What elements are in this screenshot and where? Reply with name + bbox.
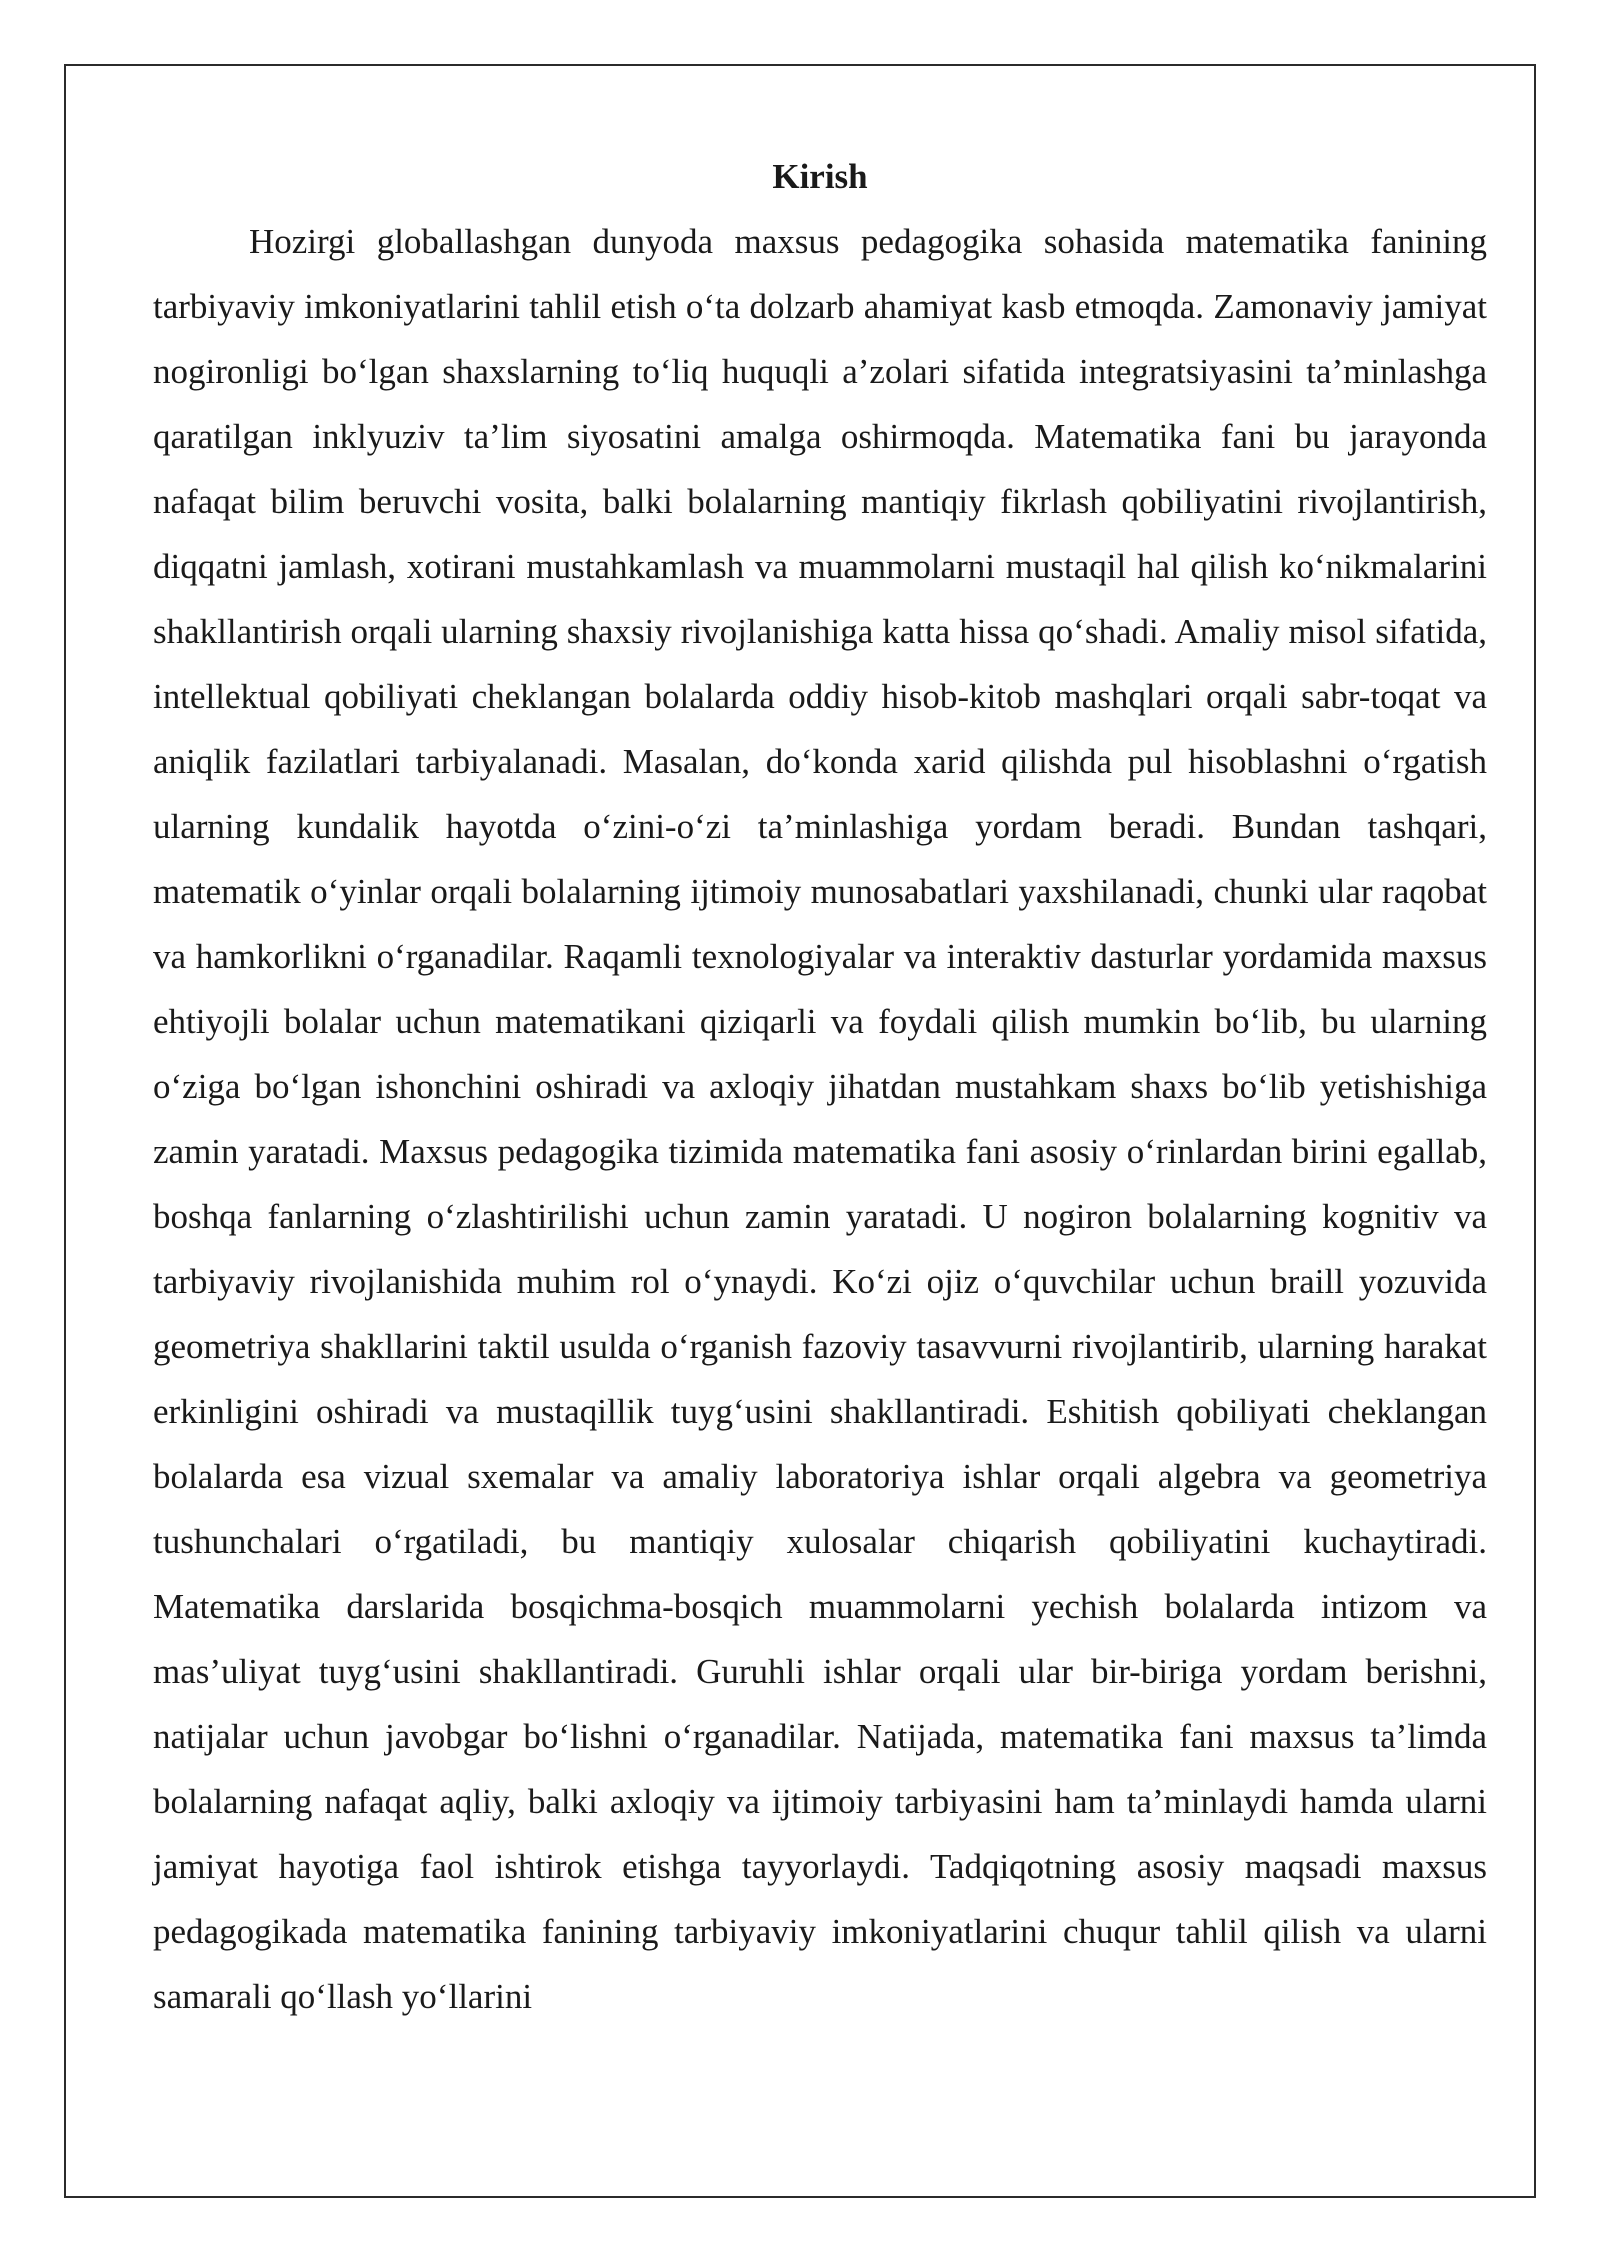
body-paragraph: Hozirgi globallashgan dunyoda maxsus pedagogika sohasida matematika fanining tarbiyaviy imkoniyatlarini tahlil etish o‘ta dolzarb ahamiyat kasb etmoqda. Zamonaviy jamiyat nogironligi bo‘lgan shaxslarning to‘liq huquqli a’zolari sifatida integratsiyasini ta’minlashga qaratilgan inklyuziv ta’lim siyosatini amalga oshirmoqda. Matematika fani bu jarayonda nafaqat bilim beruvchi vosita, balki bolalarning mantiqiy fikrlash qobiliyatini rivojlantirish, diqqatni jamlash, xotirani mustahkamlash va muammolarni mustaqil hal qilish ko‘nikmalarini shakllantirish orqali ularning shaxsiy rivojlanishiga katta hissa qo‘shadi. Amaliy misol sifatida, intellektual qobiliyati cheklangan bolalarda oddiy hisob-kitob mashqlari orqali sabr-toqat va aniqlik fazilatlari tarbiyalanadi. Masalan, do‘konda xarid qilishda pul hisoblashni o‘rgatish ularning kundalik hayotda o‘zini-o‘zi ta’minlashiga yordam beradi. Bundan tashqari, matematik o‘yinlar orqali bolalarning ijtimoiy munosabatlari yaxshilanadi, chunki ular raqobat va hamkorlikni o‘rganadilar. Raqamli texnologiyalar va interaktiv dasturlar yordamida maxsus ehtiyojli bolalar uchun matematikani qiziqarli va foydali qilish mumkin bo‘lib, bu ularning o‘ziga bo‘lgan ishonchini oshiradi va axloqiy jihatdan mustahkam shaxs bo‘lib yetishishiga zamin yaratadi. Maxsus pedagogika tizimida matematika fani asosiy o‘rinlardan birini egallab, boshqa fanlarning o‘zlashtirilishi uchun zamin yaratadi. U nogiron bolalarning kognitiv va tarbiyaviy rivojlanishida muhim rol o‘ynaydi. Ko‘zi ojiz o‘quvchilar uchun braill yozuvida geometriya shakllarini taktil usulda o‘rganish fazoviy tasavvurni rivojlantirib, ularning harakat erkinligini oshiradi va mustaqillik tuyg‘usini shakllantiradi. Eshitish qobiliyati cheklangan bolalarda esa vizual sxemalar va amaliy laboratoriya ishlar orqali algebra va geometriya tushunchalari o‘rgatiladi, bu mantiqiy xulosalar chiqarish qobiliyatini kuchaytiradi. Matematika darslarida bosqichma-bosqich muammolarni yechish bolalarda intizom va mas’uliyat tuyg‘usini shakllantiradi. Guruhli ishlar orqali ular bir-biriga yordam berishni, natijalar uchun javobgar bo‘lishni o‘rganadilar. Natijada, matematika fani maxsus ta’limda bolalarning nafaqat aqliy, balki axloqiy va ijtimoiy tarbiyasini ham ta’minlaydi hamda ularni jamiyat hayotiga faol ishtirok etishga tayyorlaydi. Tadqiqotning asosiy maqsadi maxsus pedagogikada matematika fanining tarbiyaviy imkoniyatlarini chuqur tahlil qilish va ularni samarali qo‘llash yo‘llarini bbox=[153, 222, 1487, 2016]
section-title: Kirish bbox=[772, 157, 868, 196]
document-body bbox=[153, 145, 1487, 2029]
